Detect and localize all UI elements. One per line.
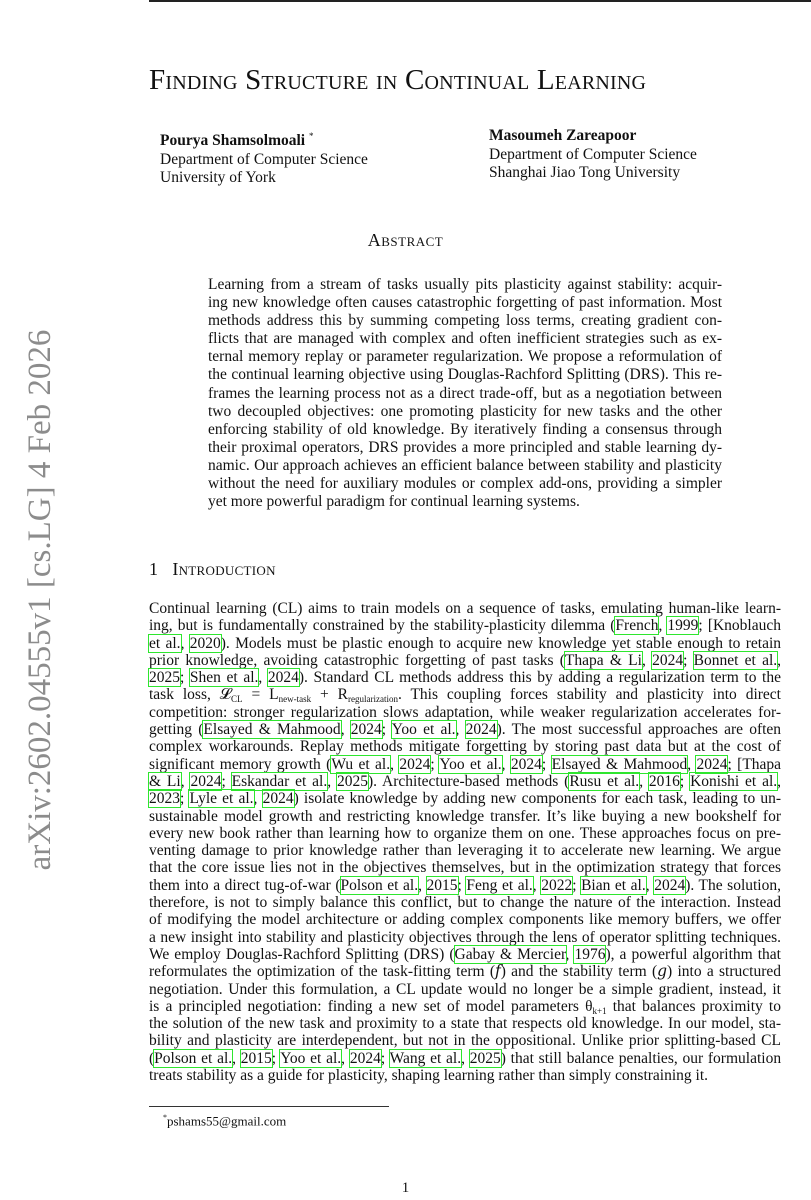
- citation-link[interactable]: 2023: [149, 790, 180, 808]
- citation-link[interactable]: 2024: [654, 876, 686, 894]
- text-line: Continual learning (CL) aims to train models on a sequence of tasks, emulating human-like learn-: [149, 600, 781, 617]
- text-line: (Polson et al., 2015; Yoo et al., 2024; Wang et al., 2025) that still balance penalties, our formulation: [149, 1049, 782, 1067]
- citation-link[interactable]: Rusu et al.: [569, 772, 640, 790]
- text-line: their proximal operators, DRS provides a more principled and stable learning dy-: [208, 438, 722, 456]
- text-line: significant memory growth (Wu et al., 2024; Yoo et al., 2024; Elsayed & Mahmood, 2024; [Thapa: [149, 755, 782, 773]
- text-line: that the core issue lies not in the objectives themselves, but in the optimization strategy that forces: [149, 859, 781, 877]
- citation-link[interactable]: 1976: [574, 945, 606, 963]
- citation-link[interactable]: Wang et al.: [389, 1049, 462, 1067]
- citation-link[interactable]: & Li: [149, 772, 181, 790]
- citation-link[interactable]: Eskandar et al.: [231, 772, 328, 790]
- citation-link[interactable]: Wu et al.: [331, 755, 391, 773]
- citation-link[interactable]: Bian et al.: [581, 876, 646, 894]
- author-inst: Shanghai Jiao Tong University: [489, 164, 681, 181]
- citation-link[interactable]: 2015: [240, 1049, 272, 1067]
- citation-link[interactable]: 2020: [189, 634, 221, 652]
- text-line: yet more powerful paradigm for continual learning systems.: [208, 493, 580, 511]
- text-line: 2025; Shen et al., 2024). Standard CL methods address this by adding a regularization term to the: [149, 669, 781, 687]
- text-line: two decoupled objectives: one promoting plasticity for new tasks and the other: [208, 402, 722, 420]
- citation-link[interactable]: 2024: [350, 721, 382, 739]
- abstract-heading: Abstract: [367, 230, 444, 250]
- citation-link[interactable]: Elsayed & Mahmood: [203, 721, 341, 739]
- citation-link[interactable]: Elsayed & Mahmood: [551, 755, 688, 773]
- text-line: flicts that are managed with complex and often inefficient strategies such as ex-: [208, 330, 722, 348]
- text-line: ing, but is fundamentally constrained by the stability-plasticity dilemma (French, 1999; [Knoblauch: [149, 617, 781, 635]
- citation-link[interactable]: 2016: [648, 772, 680, 790]
- text-line: them into a direct tug-of-war (Polson et al., 2015; Feng et al., 2022; Bian et al., 2024). The solution,: [149, 876, 781, 894]
- citation-link[interactable]: Lyle et al.: [189, 790, 254, 808]
- text-line: without the need for auxiliary modules or complex add-ons, providing a simpler: [208, 475, 722, 493]
- citation-link[interactable]: Shen et al.: [189, 669, 259, 687]
- footnote-mark[interactable]: *: [308, 131, 314, 141]
- citation-link[interactable]: 2024: [190, 772, 222, 790]
- abstract-body: [208, 276, 722, 511]
- text-line: enforcing stability of old knowledge. By iteratively finding a consensus through: [208, 420, 722, 438]
- text-line: sustainable model growth and restricting knowledge transfer. It’s like buying a new bookshelf for: [149, 807, 781, 825]
- text-line: is a principled negotiation: finding a new set of model parameters $\theta_{k+1}$ that balances proximity to: [149, 997, 781, 1016]
- citation-link[interactable]: Bonnet et al.: [693, 651, 778, 669]
- citation-link[interactable]: 2024: [399, 755, 431, 773]
- text-line: Learning from a stream of tasks usually pits plasticity against stability: acquir-: [208, 276, 722, 293]
- citation-link[interactable]: et al.: [149, 634, 181, 652]
- text-line: complex workarounds. Replay methods mitigate forgetting by storing past data but at the cost of: [149, 738, 781, 756]
- text-line: reformulates the optimization of the task-fitting term (𝑓) and the stability term (𝑔) into a structured: [149, 963, 781, 981]
- text-line: We employ Douglas-Rachford Splitting (DRS) (Gabay & Mercier, 1976), a powerful algorithm that: [149, 945, 781, 963]
- text-line: every new book rather than learning how to organize them on one. These approaches focus on pre-: [149, 824, 781, 842]
- section-number: 1: [149, 559, 159, 579]
- citation-link[interactable]: 2024: [349, 1049, 381, 1067]
- text-line: task loss, 𝓛$_{CL}$ = $L_{new-task} + R_{regularization}$. This coupling forces stability and plasticity into direct: [149, 686, 781, 705]
- top-rule: [149, 0, 811, 2]
- citation-link[interactable]: 2024: [652, 651, 684, 669]
- author-inst: University of York: [160, 169, 276, 187]
- text-line: frames the learning process not as a direct trade-off, but as a negotiation between: [208, 384, 722, 402]
- page-number: 1: [401, 1180, 410, 1196]
- text-line: venting damage to prior knowledge rather than leveraging it to accelerate new learning. We argue: [149, 842, 781, 860]
- arxiv-sidebar: [20, 290, 60, 910]
- text-line: the continual learning objective using Douglas-Rachford Splitting (DRS). This re-: [208, 366, 722, 384]
- citation-link[interactable]: Gabay & Mercier: [454, 945, 566, 963]
- author-name: Masoumeh Zareapoor: [489, 127, 637, 144]
- text-line: the solution of the new task and proximity to a state that respects old knowledge. In our model, sta-: [149, 1015, 781, 1033]
- text-line: therefore, is not to simply balance this conflict, but to change the nature of the interaction. Instead: [149, 894, 781, 912]
- citation-link[interactable]: 2015: [426, 876, 458, 894]
- text-line: ing new knowledge often causes catastrophic forgetting of past information. Most: [208, 294, 722, 312]
- footnote-email[interactable]: pshams55@gmail.com: [167, 1113, 287, 1129]
- citation-link[interactable]: 2024: [465, 721, 497, 739]
- text-line: negotiation. Under this formulation, a CL update would no longer be a simple gradient, instead, it: [149, 980, 781, 998]
- citation-link[interactable]: 2024: [267, 669, 299, 687]
- text-line: & Li, 2024; Eskandar et al., 2025). Architecture-based methods (Rusu et al., 2016; Konishi et al.,: [149, 772, 782, 790]
- author-2: [489, 127, 697, 183]
- citation-link[interactable]: 2022: [541, 876, 573, 894]
- footnote-rule: [149, 1106, 389, 1107]
- citation-link[interactable]: Konishi et al.: [690, 772, 778, 790]
- citation-link[interactable]: French: [615, 617, 659, 635]
- citation-link[interactable]: 2024: [696, 755, 728, 773]
- text-line: of modifying the model architecture or adding complex components like memory buffers, we offer: [149, 911, 781, 929]
- text-line: methods address this by summing competing loss terms, creating gradient con-: [208, 312, 722, 330]
- citation-link[interactable]: Feng et al.: [466, 876, 533, 894]
- text-line: prior knowledge, avoiding catastrophic forgetting of past tasks (Thapa & Li, 2024; Bonnet et al.,: [149, 651, 782, 669]
- author-1: [160, 127, 368, 188]
- footnote: [163, 1110, 286, 1128]
- section-title: Introduction: [172, 559, 276, 579]
- citation-link[interactable]: 1999: [667, 617, 699, 635]
- citation-link[interactable]: Yoo et al.: [280, 1049, 342, 1067]
- citation-link[interactable]: Yoo et al.: [439, 755, 502, 773]
- citation-link[interactable]: Thapa & Li: [564, 651, 642, 669]
- citation-link[interactable]: 2025: [149, 669, 180, 687]
- citation-link[interactable]: Yoo et al.: [391, 721, 456, 739]
- text-line: treats stability as a guide for plasticity, shaping learning rather than simply constraining it.: [149, 1067, 709, 1085]
- footnote-mark: *: [163, 1113, 167, 1122]
- text-line: ternal memory replay or parameter regularization. We propose a reformulation of: [208, 348, 722, 366]
- citation-link[interactable]: 2024: [510, 755, 542, 773]
- author-dept: Department of Computer Science: [160, 150, 368, 168]
- text-line: namic. Our approach achieves an efficient balance between stability and plasticity: [208, 456, 722, 474]
- section-heading: [149, 559, 290, 580]
- citation-link[interactable]: Polson et al.: [340, 876, 419, 894]
- citation-link[interactable]: 2024: [262, 790, 294, 808]
- citation-link[interactable]: 2025: [336, 772, 368, 790]
- author-name: Pourya Shamsolmoali: [160, 132, 306, 150]
- text-line: a new insight into stability and plasticity objectives through the lens of operator splitting techniques.: [149, 928, 781, 946]
- introduction-body: [149, 600, 781, 1084]
- author-dept: Department of Computer Science: [489, 145, 697, 163]
- text-line: bility and plasticity are interdependent, but not in the oppositional. Unlike prior splitting-based CL: [149, 1032, 781, 1050]
- paper-title: Finding Structure in Continual Learning: [149, 64, 647, 96]
- arxiv-identifier[interactable]: arXiv:2602.04555v1 [cs.LG] 4 Feb 2026: [22, 329, 58, 871]
- text-line: getting (Elsayed & Mahmood, 2024; Yoo et al., 2024). The most successful approaches are often: [149, 721, 782, 739]
- citation-link[interactable]: 2025: [469, 1049, 501, 1067]
- citation-link[interactable]: Polson et al.: [154, 1049, 233, 1067]
- text-line: et al., 2020). Models must be plastic enough to acquire new knowledge yet stable enough to retain: [149, 634, 781, 652]
- text-line: competition: stronger regularization slows adaptation, while weaker regularization accelerates for-: [149, 703, 781, 721]
- text-line: 2023; Lyle et al., 2024) isolate knowledge by adding new components for each task, leading to un-: [149, 790, 782, 808]
